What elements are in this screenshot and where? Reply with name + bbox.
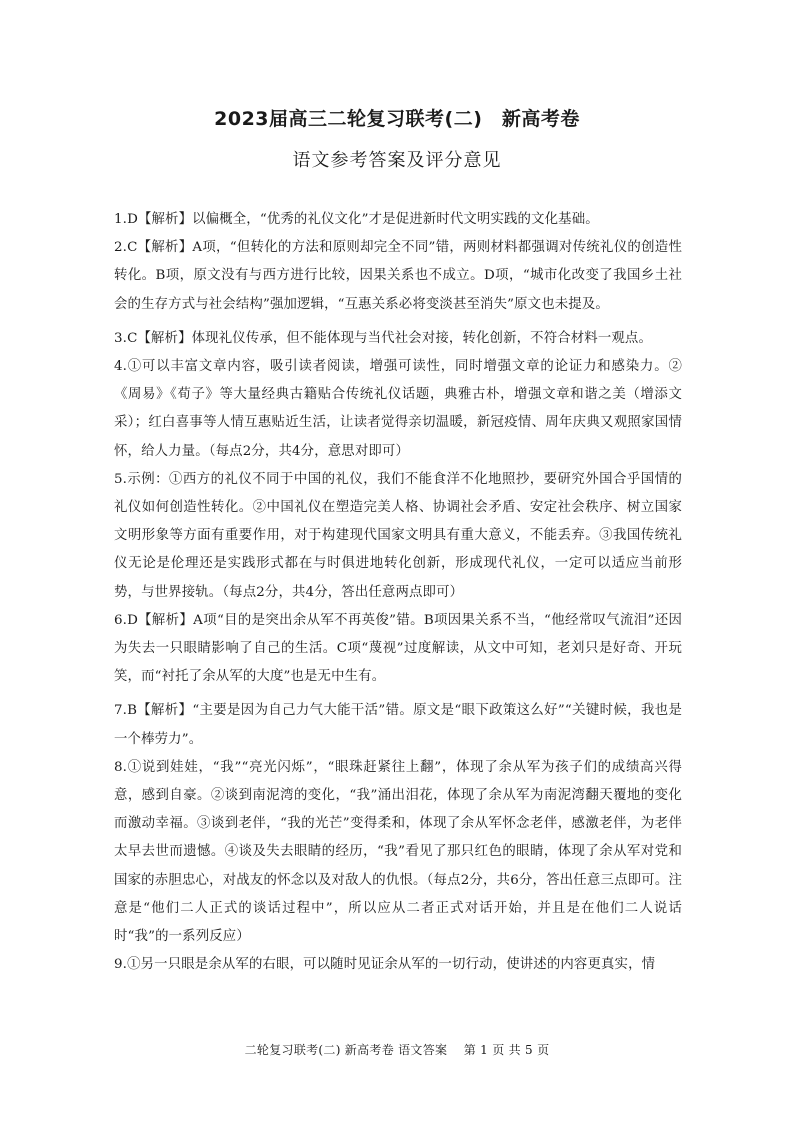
answer-item-8: 8.①说到娃娃，“我”“亮光闪烁”，“眼珠赶紧往上翻”，体现了余从军为孩子们的成绩高兴得意，感到自豪。②谈到南泥湾的变化，“我”涌出泪花，体现了余从军为南泥湾翻天覆地的变化而激动幸福。③谈到老伴，“我的光芒”变得柔和，体现了余从军怀念老伴，感激老伴，为老伴太早去世而遗憾。④谈及失去眼睛的经历，“我”看见了那只红色的眼睛，体现了余从军对党和国家的赤胆忠心，对战友的怀念以及对敌人的仇恨。（每点2分，共6分，答出任意三点即可。注意是“他们二人正式的谈话过程中”，所以应从二者正式对话开始，并且是在他们二人说话时“我”的一系列反应） [114,759,682,945]
answer-item-2: 2.C【解析】A项，“但转化的方法和原则却完全不同”错，两则材料都强调对传统礼仪的创造性转化。B项，原文没有与西方进行比较，因果关系也不成立。D项，“城市化改变了我国乡土社会的生存方式与社会结构”强加逻辑，“互惠关系必将变淡甚至消失”原文也未提及。 [114,240,682,312]
page-footer: 二轮复习联考(二) 新高考卷 语文答案 第 1 页 共 5 页 [244,1043,550,1057]
answer-item-4: 4.①可以丰富文章内容，吸引读者阅读，增强可读性，同时增强文章的论证力和感染力。②《周易》《荀子》等大量经典古籍贴合传统礼仪话题，典雅古朴，增强文章和谐之美（增添文采）；红白喜事等人情互惠贴近生活，让读者觉得亲切温暖，新冠疫情、周年庆典又观照家国情怀，给人力量。（每点2分，共4分，意思对即可） [114,359,682,459]
answer-item-9: 9.①另一只眼是余从军的右眼，可以随时见证余从军的一切行动，使讲述的内容更真实，情 [114,957,656,973]
answer-item-7: 7.B【解析】“主要是因为自己力气大能干活”错。原文是“眼下政策这么好”“关键时候，我也是一个棒劳力”。 [114,703,682,747]
answer-item-5: 5.示例：①西方的礼仪不同于中国的礼仪，我们不能食洋不化地照抄，要研究外国合乎国情的礼仪如何创造性转化。②中国礼仪在塑造完美人格、协调社会矛盾、安定社会秩序、树立国家文明形象等方面有重要作用，对于构建现代国家文明具有重大意义，不能丢弃。③我国传统礼仪无论是伦理还是实践形式都在与时俱进地转化创新，形成现代礼仪，一定可以适应当前形势，与世界接轨。（每点2分，共4分，答出任意两点即可） [114,471,682,600]
answer-list [114,206,682,979]
document-subtitle: 语文参考答案及评分意见 [292,150,502,171]
answer-item-6: 6.D【解析】A项“目的是突出余从军不再英俊”错。B项因果关系不当，“他经常叹气流泪”还因为失去一只眼睛影响了自己的生活。C项“蔑视”过度解读，从文中可知，老刘只是好奇、开玩笑，而“衬托了余从军的大度”也是无中生有。 [114,612,682,685]
answer-item-3: 3.C【解析】体现礼仪传承，但不能体现与当代社会对接，转化创新，不符合材料一观点。 [114,330,653,346]
document-title: 2023届高三二轮复习联考(二) 新高考卷 [214,108,580,130]
answer-item-1: 1.D【解析】以偏概全，“优秀的礼仪文化”才是促进新时代文明实践的文化基础。 [114,212,599,227]
